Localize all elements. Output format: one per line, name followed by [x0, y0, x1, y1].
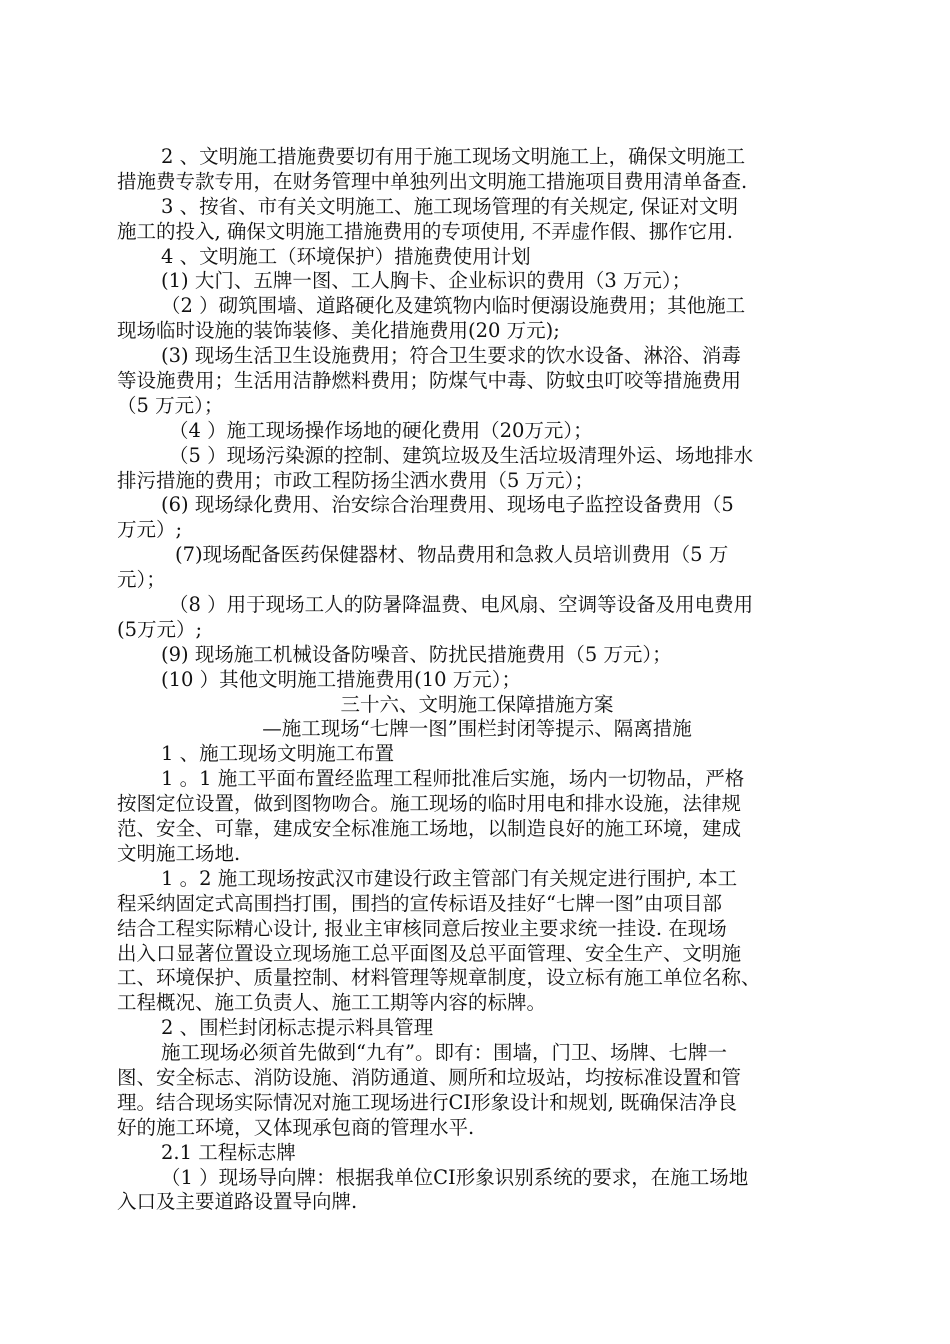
- list-item: (6) 现场绿化费用、治安综合治理费用、现场电子监控设备费用（5: [161, 493, 734, 517]
- list-item: （4 ）施工现场操作场地的硬化费用（20万元）；: [169, 418, 593, 442]
- paragraph-line: 等设施费用；生活用洁静燃料费用；防煤气中毒、防蚊虫叮咬等措施费用: [117, 369, 742, 393]
- section-heading: 三十六、文明施工保障措施方案: [340, 692, 614, 716]
- paragraph-line: 施工现场必须首先做到“九有”。即有：围墙，门卫、场牌、七牌一: [161, 1041, 727, 1065]
- paragraph-line: 入口及主要道路设置导向牌.: [117, 1190, 358, 1214]
- subsection-heading: 1 、施工现场文明施工布置: [161, 742, 395, 766]
- paragraph-line: (5万元）;: [117, 617, 203, 641]
- paragraph-line: 1 。1 施工平面布置经监理工程师批准后实施，场内一切物品，严格: [161, 767, 745, 791]
- paragraph-line: 2 、文明施工措施费要切有用于施工现场文明施工上，确保文明施工: [161, 145, 746, 168]
- paragraph-line: 结合工程实际精心设计, 报业主审核同意后按业主要求统一挂设. 在现场: [117, 916, 727, 940]
- paragraph-line: 范、安全、可靠，建成安全标准施工场地，以制造良好的施工环境，建成: [117, 817, 742, 841]
- subsection-heading: 2 、围栏封闭标志提示料具管理: [161, 1016, 434, 1040]
- paragraph-line: 好的施工环境，又体现承包商的管理水平.: [117, 1115, 475, 1139]
- document-body: [117, 145, 837, 1215]
- paragraph-line: 万元）;: [117, 518, 183, 542]
- paragraph-line: 工程概况、施工负责人、施工工期等内容的标牌。: [117, 991, 547, 1015]
- paragraph-line: 措施费专款专用，在财务管理中单独列出文明施工措施项目费用清单备查.: [117, 169, 748, 193]
- list-item: (10 ）其他文明施工措施费用(10 万元）；: [161, 667, 521, 691]
- list-item: （2 ）砌筑围墙、道路硬化及建筑物内临时便溺设施费用；其他施工: [161, 294, 746, 318]
- list-item: （1 ）现场导向牌：根据我单位CI形象识别系统的要求，在施工场地: [161, 1165, 749, 1189]
- subsection-heading: 2.1 工程标志牌: [161, 1140, 296, 1164]
- paragraph-line: 程采纳固定式高围挡打围，围挡的宣传标语及挂好“七牌一图”由项目部: [117, 891, 722, 915]
- list-item: (1) 大门、五牌一图、工人胸卡、企业标识的费用（3 万元）；: [161, 269, 692, 293]
- list-item: (9) 现场施工机械设备防噪音、防扰民措施费用（5 万元）；: [161, 642, 672, 666]
- paragraph-line: 按图定位设置，做到图物吻合。施工现场的临时用电和排水设施，法律规: [117, 792, 742, 816]
- paragraph-line: 文明施工场地.: [117, 841, 241, 865]
- paragraph-line: 现场临时设施的装饰装修、美化措施费用(20 万元);: [117, 319, 560, 343]
- paragraph-line: 出入口显著位置设立现场施工总平面图及总平面管理、安全生产、文明施: [117, 941, 742, 965]
- paragraph-line: （5 万元）；: [117, 393, 224, 417]
- list-item: (7)现场配备医药保健器材、物品费用和急救人员培训费用（5 万: [175, 543, 729, 567]
- paragraph-line: 3 、按省、市有关文明施工、施工现场管理的有关规定, 保证对文明: [161, 194, 739, 218]
- list-item: （5 ）现场污染源的控制、建筑垃圾及生活垃圾清理外运、场地排水: [169, 443, 754, 467]
- list-item: （8 ）用于现场工人的防暑降温费、电风扇、空调等设备及用电费用: [169, 593, 754, 617]
- paragraph-line: 理。结合现场实际情况对施工现场进行CI形象设计和规划, 既确保洁净良: [117, 1090, 738, 1114]
- paragraph-line: 1 。2 施工现场按武汉市建设行政主管部门有关规定进行围护, 本工: [161, 866, 738, 890]
- paragraph-line: 排污措施的费用；市政工程防扬尘洒水费用（5 万元）；: [117, 468, 594, 492]
- paragraph-line: 4 、文明施工（环境保护）措施费使用计划: [161, 244, 531, 268]
- paragraph-line: 工、环境保护、质量控制、材料管理等规章制度，设立标有施工单位名称、: [117, 966, 761, 990]
- paragraph-line: 元）；: [117, 568, 166, 592]
- section-subheading: —施工现场“七牌一图”围栏封闭等提示、隔离措施: [262, 717, 692, 741]
- paragraph-line: 施工的投入, 确保文明施工措施费用的专项使用, 不弄虚作假、挪作它用.: [117, 219, 733, 243]
- paragraph-line: 图、安全标志、消防设施、消防通道、厕所和垃圾站，均按标准设置和管: [117, 1065, 742, 1089]
- list-item: (3) 现场生活卫生设施费用；符合卫生要求的饮水设备、淋浴、消毒: [161, 344, 741, 368]
